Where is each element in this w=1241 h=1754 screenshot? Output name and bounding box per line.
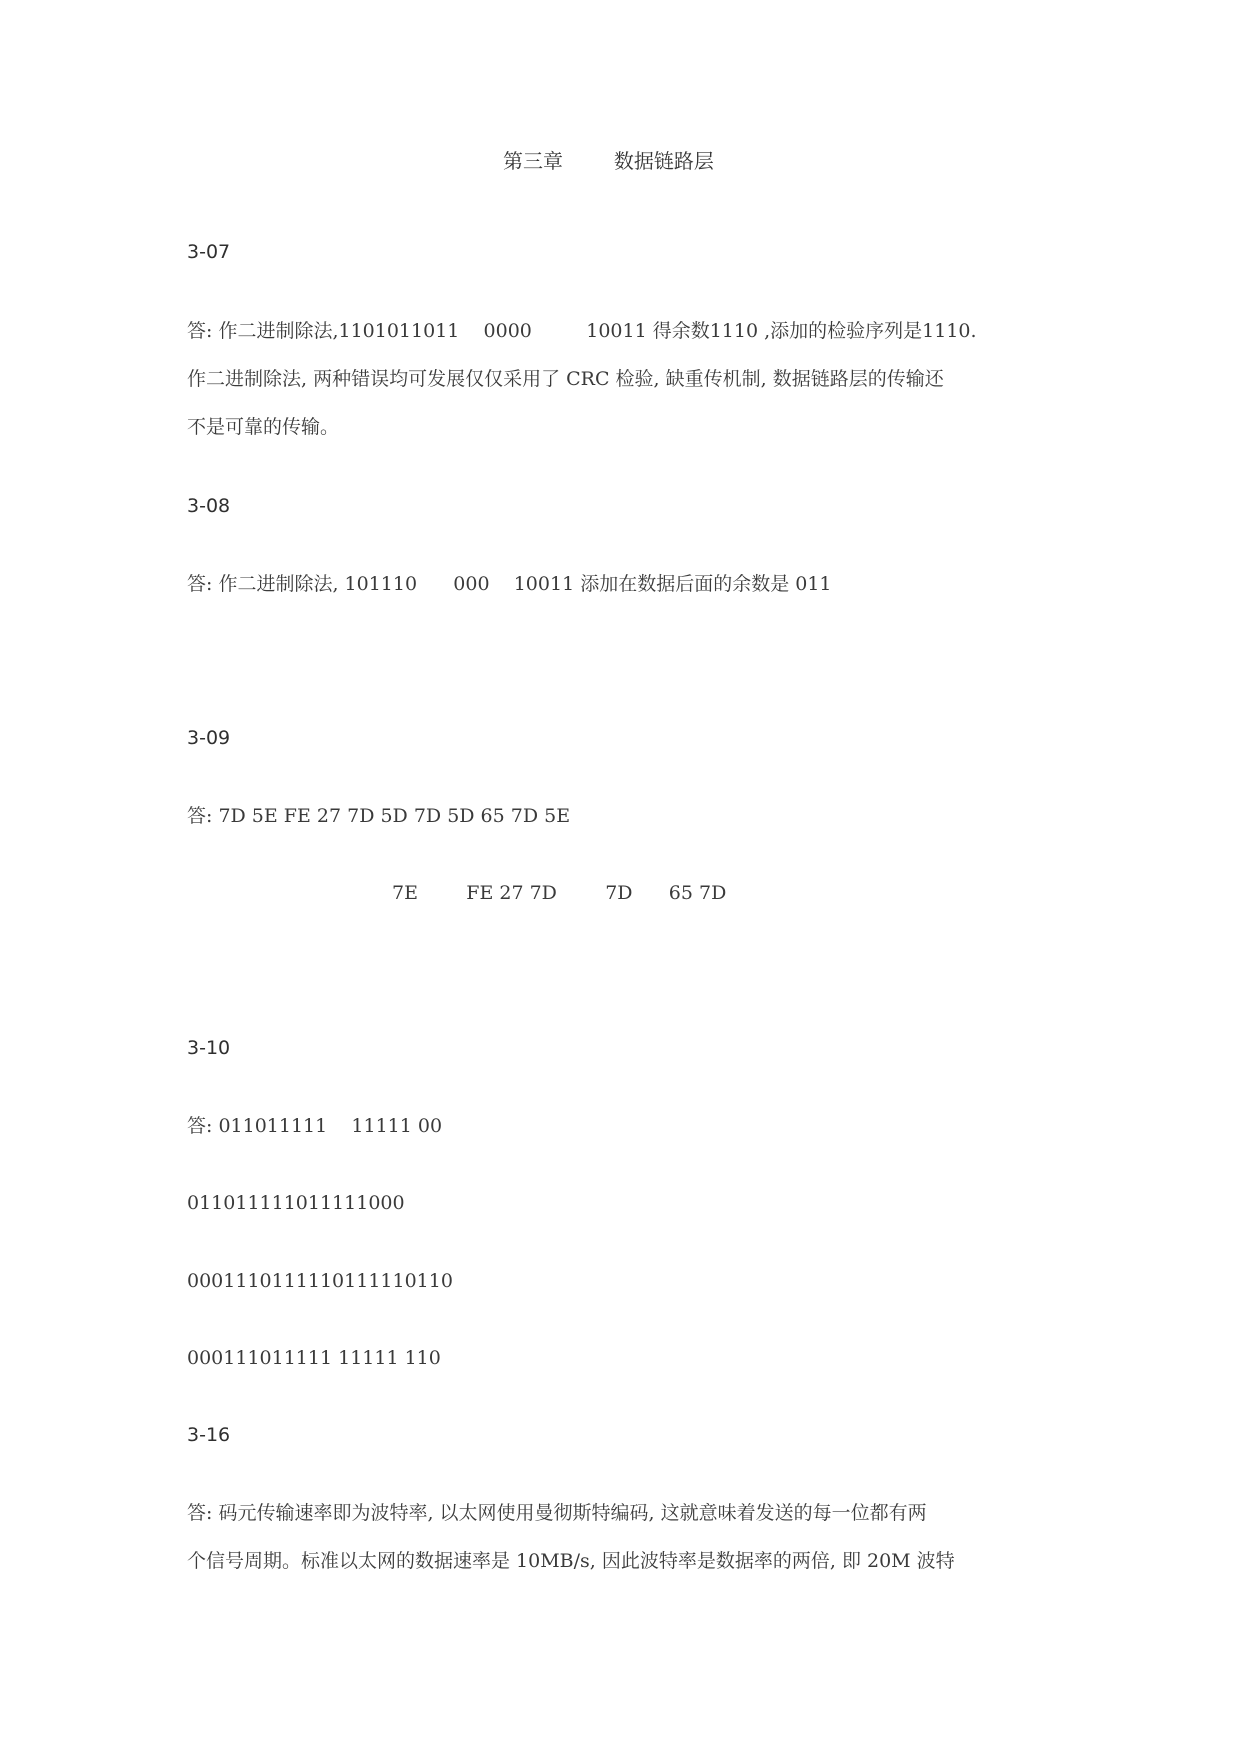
- chapter-title: 第三章 数据链路层: [503, 149, 714, 173]
- section-3-08-line-1: 答: 作二进制除法, 101110 000 10011 添加在数据后面的余数是 011: [187, 573, 832, 595]
- section-heading-3-07: 3-07: [187, 241, 231, 263]
- section-3-09-line-2: 7E FE 27 7D 7D 65 7D: [392, 882, 727, 904]
- section-3-10-line-4: 000111011111 11111 110: [187, 1347, 441, 1369]
- section-heading-3-10: 3-10: [187, 1037, 231, 1059]
- section-3-10-line-2: 011011111011111000: [187, 1192, 405, 1214]
- section-3-07-line-3: 不是可靠的传输。: [187, 416, 340, 438]
- section-heading-3-09: 3-09: [187, 727, 231, 749]
- section-3-09-line-1: 答: 7D 5E FE 27 7D 5D 7D 5D 65 7D 5E: [187, 805, 571, 827]
- section-3-10-line-3: 0001110111110111110110: [187, 1270, 453, 1292]
- section-3-16-line-1: 答: 码元传输速率即为波特率, 以太网使用曼彻斯特编码, 这就意味着发送的每一位都有两: [187, 1502, 927, 1524]
- section-3-16-line-2: 个信号周期。标准以太网的数据速率是 10MB/s, 因此波特率是数据率的两倍, 即 20M 波特: [187, 1550, 955, 1572]
- section-3-10-line-1: 答: 011011111 11111 00: [187, 1115, 443, 1137]
- section-3-07-line-2: 作二进制除法, 两种错误均可发展仅仅采用了 CRC 检验, 缺重传机制, 数据链路层的传输还: [187, 368, 944, 390]
- section-3-07-line-1: 答: 作二进制除法,1101011011 0000 10011 得余数1110 ,添加的检验序列是1110.: [187, 320, 977, 342]
- section-heading-3-16: 3-16: [187, 1424, 231, 1446]
- section-heading-3-08: 3-08: [187, 495, 231, 517]
